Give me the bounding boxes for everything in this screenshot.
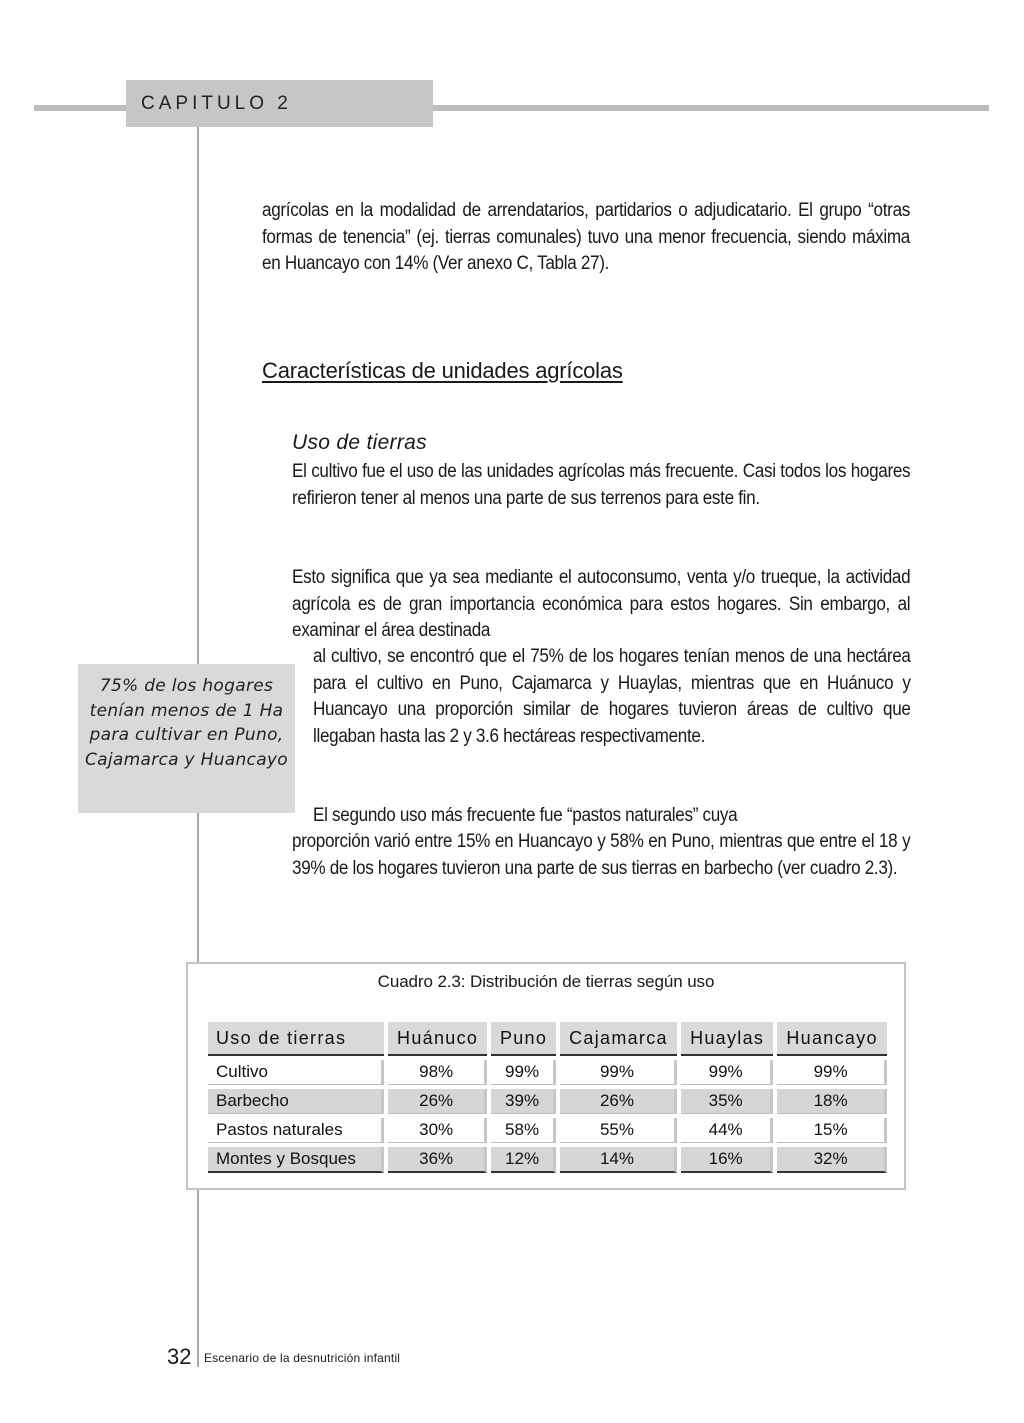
table-cell: 44%: [681, 1118, 773, 1143]
column-header: Uso de tierras: [208, 1022, 384, 1056]
paragraph-pastos-a: El segundo uso más frecuente fue “pastos naturales” cuya: [313, 805, 738, 826]
column-header: Huaylas: [681, 1022, 773, 1056]
table-cell: 32%: [777, 1147, 887, 1173]
table-frame: [186, 962, 906, 1190]
table-cell: 98%: [388, 1060, 487, 1085]
table-cell: 12%: [491, 1147, 556, 1173]
table-caption: Cuadro 2.3: Distribución de tierras según uso: [377, 972, 715, 991]
table-cell: Barbecho: [208, 1089, 384, 1114]
table-cell: 36%: [388, 1147, 487, 1173]
table-cell: Pastos naturales: [208, 1118, 384, 1143]
table-cell: 35%: [681, 1089, 773, 1114]
header-rule-left: [34, 105, 126, 111]
header-rule-right: [433, 105, 989, 111]
table-cell: 15%: [777, 1118, 887, 1143]
chapter-label: CAPITULO 2: [126, 80, 433, 127]
table-header-row: [208, 1022, 887, 1056]
table-row: [208, 1147, 887, 1173]
table-cell: 99%: [777, 1060, 887, 1085]
table-row: [208, 1060, 887, 1085]
table-cell: 99%: [681, 1060, 773, 1085]
page-number: 32: [167, 1344, 192, 1369]
table-cell: 99%: [560, 1060, 677, 1085]
table-cell: 30%: [388, 1118, 487, 1143]
intro-paragraph: agrícolas en la modalidad de arrendatarios, partidarios o adjudicatario. El grupo “otras formas de tenencia” (ej. tierras comunales) tuvo una menor frecuencia, siendo máxima en Huancayo con 14% (Ver anexo C, Tabla 27).: [262, 200, 910, 274]
column-header: Cajamarca: [560, 1022, 677, 1056]
table-cell: Cultivo: [208, 1060, 384, 1085]
table-cell: 26%: [388, 1089, 487, 1114]
sidebar-note: 75% de los hogares tenían menos de 1 Ha para cultivar en Puno, Cajamarca y Huancayo: [78, 664, 295, 813]
paragraph-cultivo: El cultivo fue el uso de las unidades agrícolas más frecuente. Casi todos los hogares refirieron tener al menos una parte de sus terrenos para este fin.: [292, 461, 911, 509]
paragraph-importancia-a: Esto significa que ya sea mediante el autoconsumo, venta y/o trueque, la actividad agrícola es de gran importancia económica para estos hogares. Sin embargo, al examinar el área destinada: [292, 567, 911, 641]
table-cell: 39%: [491, 1089, 556, 1114]
table-cell: Montes y Bosques: [208, 1147, 384, 1173]
column-header: Huancayo: [777, 1022, 887, 1056]
land-use-table: [204, 1018, 891, 1177]
paragraph-importancia-b: al cultivo, se encontró que el 75% de los hogares tenían menos de una hectárea para el cultivo en Puno, Cajamarca y Huaylas, mientras que en Huánuco y Huancayo una proporción similar de hogares tuvieron áreas de cultivo que llegaban hasta las 2 y 3.6 hectáreas respectivamente.: [313, 646, 911, 747]
table-cell: 18%: [777, 1089, 887, 1114]
subsection-title: Uso de tierras: [292, 431, 427, 454]
paragraph-pastos-b: proporción varió entre 15% en Huancayo y 58% en Puno, mientras que entre el 18 y 39% de los hogares tuvieron una parte de sus tierras en barbecho (ver cuadro 2.3).: [292, 831, 911, 879]
table-cell: 16%: [681, 1147, 773, 1173]
table-row: [208, 1118, 887, 1143]
table-cell: 55%: [560, 1118, 677, 1143]
table-cell: 14%: [560, 1147, 677, 1173]
table-cell: 26%: [560, 1089, 677, 1114]
table-cell: 58%: [491, 1118, 556, 1143]
section-title: Características de unidades agrícolas: [262, 358, 623, 383]
column-header: Puno: [491, 1022, 556, 1056]
table-cell: 99%: [491, 1060, 556, 1085]
column-header: Huánuco: [388, 1022, 487, 1056]
running-footer: Escenario de la desnutrición infantil: [204, 1351, 401, 1365]
table-row: [208, 1089, 887, 1114]
